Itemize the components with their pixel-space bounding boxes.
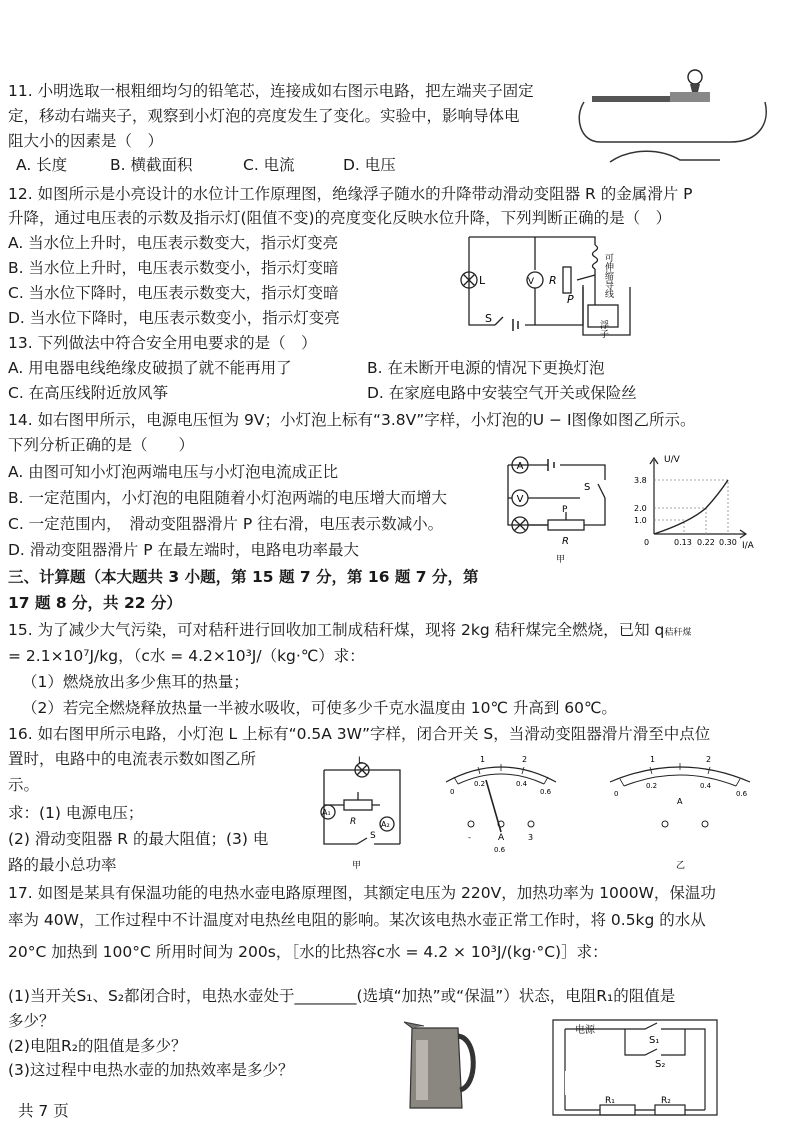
q12-voltmeter-label: V bbox=[527, 277, 535, 287]
q12-option-a: A. 当水位上升时，电压表示数变大，指示灯变亮 bbox=[8, 234, 339, 252]
q16-caption-yi: 乙 bbox=[676, 861, 686, 871]
q16-meter-a-unit: A bbox=[498, 833, 505, 843]
q17-s2-label: S₂ bbox=[655, 1059, 666, 1070]
q12-resistor-label: R bbox=[549, 274, 557, 287]
q12-line2: 升降，通过电压表的示数及指示灯(阻值不变)的亮度变化反映水位升降，下列判断正确的是（ ） bbox=[8, 209, 672, 227]
q16-meter-a-bottom-3: 0.6 bbox=[540, 788, 552, 796]
q16-meter-a-bottom-2: 0.4 bbox=[516, 780, 528, 788]
q15-line1 bbox=[8, 620, 691, 643]
q14-circuit-jia-figure bbox=[490, 450, 620, 565]
q14-option-b: B. 一定范围内，小灯泡的电阻随着小灯泡两端的电压增大而增大 bbox=[8, 489, 447, 507]
q17-sub2: (2)电阻R₂的阻值是多少？ bbox=[8, 1037, 187, 1055]
q17-source-label: 电源 bbox=[575, 1025, 595, 1036]
q13-option-a: A. 用电器电线绝缘皮破损了就不能再用了 bbox=[8, 359, 292, 377]
q15-sub2: （2）若完全燃烧释放热量一半被水吸收，可使多少千克水温度由 10℃ 升高到 60℃。 bbox=[22, 699, 617, 717]
q16-meter-a-top-1: 1 bbox=[480, 755, 486, 764]
q14-resistor-label: R bbox=[562, 536, 569, 547]
q16-terminal-minus: - bbox=[468, 833, 471, 842]
q14-caption-jia: 甲 bbox=[556, 555, 566, 565]
q14-voltmeter-label: V bbox=[516, 494, 524, 505]
q16-terminal-3: 3 bbox=[528, 833, 534, 842]
q16-meter-b-top-1: 1 bbox=[650, 755, 656, 764]
q11-option-b: B. 横截面积 bbox=[110, 156, 193, 174]
q14-option-d: D. 滑动变阻器滑片 P 在最左端时，电路电功率最大 bbox=[8, 541, 359, 559]
q15-line2: = 2.1×10⁷J/kg，（c水 = 4.2×10³J/（kg·℃）求： bbox=[8, 647, 365, 665]
q17-r1-label: R₁ bbox=[605, 1096, 615, 1106]
q17-line1: 17. 如图是某具有保温功能的电热水壶电路原理图，其额定电压为 220V，加热功率为 1000W，保温功 bbox=[8, 884, 716, 902]
q14-option-c: C. 一定范围内， 滑动变阻器滑片 P 往右滑，电压表示数减小。 bbox=[8, 515, 444, 533]
section3-title-line1: 三、计算题（本大题共 3 小题，第 15 题 7 分，第 16 题 7 分，第 bbox=[8, 568, 479, 586]
q16-caption-jia: 甲 bbox=[352, 861, 362, 871]
q11-line2: 定，移动右端夹子，观察到小灯泡的亮度发生了变化。实验中，影响导体电 bbox=[8, 107, 520, 125]
q12-switch-label: S bbox=[485, 312, 492, 325]
q12-water-level-figure bbox=[455, 225, 640, 345]
q14-graph-ylabel: U/V bbox=[664, 455, 680, 465]
q16-resistor-label: R bbox=[350, 817, 357, 827]
q17-sub3: (3)这过程中电热水壶的加热效率是多少？ bbox=[8, 1061, 294, 1079]
q12-option-c: C. 当水位下降时，电压表示数变大，指示灯变暗 bbox=[8, 284, 339, 302]
q16-meter-b-bottom-2: 0.4 bbox=[700, 782, 712, 790]
q14-option-a: A. 由图可知小灯泡两端电压与小灯泡电流成正比 bbox=[8, 463, 339, 481]
q17-line3: 20°C 加热到 100°C 所用时间为 200s，［水的比热容c水 = 4.2 × 10³J/(kg·°C)］求： bbox=[8, 943, 608, 961]
q16-meter-a-bottom-1: 0.2 bbox=[474, 780, 486, 788]
q17-circuit-figure bbox=[545, 1015, 725, 1120]
q16-meter-a-bottom-0: 0 bbox=[450, 788, 455, 796]
q16-ask3: 路的最小总功率 bbox=[8, 856, 117, 874]
q15-q-subscript: 秸秆煤 bbox=[664, 628, 692, 638]
q13-option-d: D. 在家庭电路中安装空气开关或保险丝 bbox=[367, 384, 637, 402]
q16-meter-b-bottom-1: 0.2 bbox=[646, 782, 658, 790]
q14-ytick-3.8: 3.8 bbox=[634, 476, 647, 485]
q14-graph-xlabel: I/A bbox=[742, 541, 754, 550]
q16-circuit-jia-figure bbox=[312, 752, 422, 872]
q16-ammeter-face-yi bbox=[600, 752, 760, 872]
q16-lamp-label: L bbox=[358, 756, 364, 766]
q16-ammeter-needle bbox=[486, 780, 501, 832]
q14-ammeter-label: A bbox=[516, 461, 524, 472]
q17-r2-label: R₂ bbox=[661, 1096, 671, 1106]
q14-line2: 下列分析正确的是（ ） bbox=[8, 436, 195, 454]
q14-xtick-0.30: 0.30 bbox=[719, 538, 737, 547]
q13-option-b: B. 在未断开电源的情况下更换灯泡 bbox=[367, 359, 605, 377]
q11-pencil-circuit-figure bbox=[570, 62, 780, 172]
q12-slider-label: P bbox=[567, 293, 574, 306]
q16-switch-label: S bbox=[370, 831, 376, 841]
q11-option-d: D. 电压 bbox=[343, 156, 396, 174]
page-footer: 共 7 页 bbox=[18, 1102, 69, 1120]
q11-option-c: C. 电流 bbox=[243, 156, 295, 174]
q16-meter-b-bottom-0: 0 bbox=[614, 790, 619, 798]
q12-wire-label: 可伸缩导线 bbox=[603, 253, 613, 298]
q15-line1-text: 15. 为了减少大气污染，可对秸秆进行回收加工制成秸秆煤，现将 2kg 秸秆煤完全燃烧，已知 q bbox=[8, 621, 665, 639]
section3-title-line2: 17 题 8 分，共 22 分） bbox=[8, 594, 182, 612]
q17-line2: 率为 40W，工作过程中不计温度对电热丝电阻的影响。某次该电热水壶正常工作时，将 0.5kg 的水从 bbox=[8, 911, 706, 929]
q13-line1: 13. 下列做法中符合安全用电要求的是（ ） bbox=[8, 334, 317, 352]
q14-ytick-1.0: 1.0 bbox=[634, 516, 647, 525]
q12-line1: 12. 如图所示是小亮设计的水位计工作原理图，绝缘浮子随水的升降带动滑动变阻器 R 的金属滑片 P bbox=[8, 185, 693, 203]
q11-line1: 11. 小明选取一根粗细均匀的铅笔芯，连接成如右图示电路，把左端夹子固定 bbox=[8, 82, 534, 100]
q12-lamp-label: L bbox=[479, 274, 486, 287]
q14-slider-label: P bbox=[562, 505, 568, 515]
q16-meter-a-top-2: 2 bbox=[522, 755, 528, 764]
q14-origin: 0 bbox=[644, 538, 650, 547]
q12-float-label: 浮子 bbox=[598, 320, 608, 338]
q16-ask1: 求：(1) 电源电压； bbox=[8, 804, 144, 822]
q16-a2-label: A₂ bbox=[381, 820, 390, 829]
q16-ask2: (2) 滑动变阻器 R 的最大阻值；(3) 电 bbox=[8, 830, 269, 848]
q16-meter-b-bottom-3: 0.6 bbox=[736, 790, 748, 798]
q14-line1: 14. 如右图甲所示，电源电压恒为 9V；小灯泡上标有“3.8V”字样，小灯泡的U − I图像如图乙所示。 bbox=[8, 411, 696, 429]
q16-line3: 示。 bbox=[8, 776, 40, 794]
q14-ui-graph bbox=[630, 450, 760, 550]
q14-ytick-2.0: 2.0 bbox=[634, 504, 647, 513]
q12-option-d: D. 当水位下降时，电压表示数变小，指示灯变亮 bbox=[8, 309, 340, 327]
q17-sub1: (1)当开关S₁、S₂都闭合时，电热水壶处于________(选填“加热”或“保温”）状态，电阻R₁的阻值是 bbox=[8, 987, 676, 1005]
kettle-photo bbox=[400, 1020, 480, 1115]
bulb-icon bbox=[688, 70, 702, 84]
q11-option-a: A. 长度 bbox=[16, 156, 68, 174]
q14-switch-label: S bbox=[584, 482, 591, 493]
q16-line2: 置时，电路中的电流表示数如图乙所 bbox=[8, 750, 257, 768]
q13-option-c: C. 在高压线附近放风筝 bbox=[8, 384, 169, 402]
q14-ui-curve bbox=[654, 480, 728, 534]
q14-xtick-0.13: 0.13 bbox=[674, 538, 692, 547]
q16-line1: 16. 如右图甲所示电路，小灯泡 L 上标有“0.5A 3W”字样，闭合开关 S，当滑动变阻器滑片滑至中点位 bbox=[8, 725, 711, 743]
q17-s1-label: S₁ bbox=[649, 1035, 660, 1046]
q16-meter-b-top-2: 2 bbox=[706, 755, 712, 764]
q16-meter-b-unit: A bbox=[677, 797, 683, 806]
q12-option-b: B. 当水位上升时，电压表示数变小，指示灯变暗 bbox=[8, 259, 339, 277]
q16-a1-label: A₁ bbox=[322, 808, 331, 817]
q17-sub1b: 多少？ bbox=[8, 1012, 55, 1030]
q11-line3: 阻大小的因素是（ ） bbox=[8, 132, 164, 150]
q16-ammeter-face bbox=[436, 752, 566, 872]
q15-sub1: （1）燃烧放出多少焦耳的热量； bbox=[22, 673, 249, 691]
q14-xtick-0.22: 0.22 bbox=[697, 538, 715, 547]
pencil-lead-icon bbox=[592, 96, 672, 102]
q16-terminal-0.6: 0.6 bbox=[494, 846, 506, 854]
